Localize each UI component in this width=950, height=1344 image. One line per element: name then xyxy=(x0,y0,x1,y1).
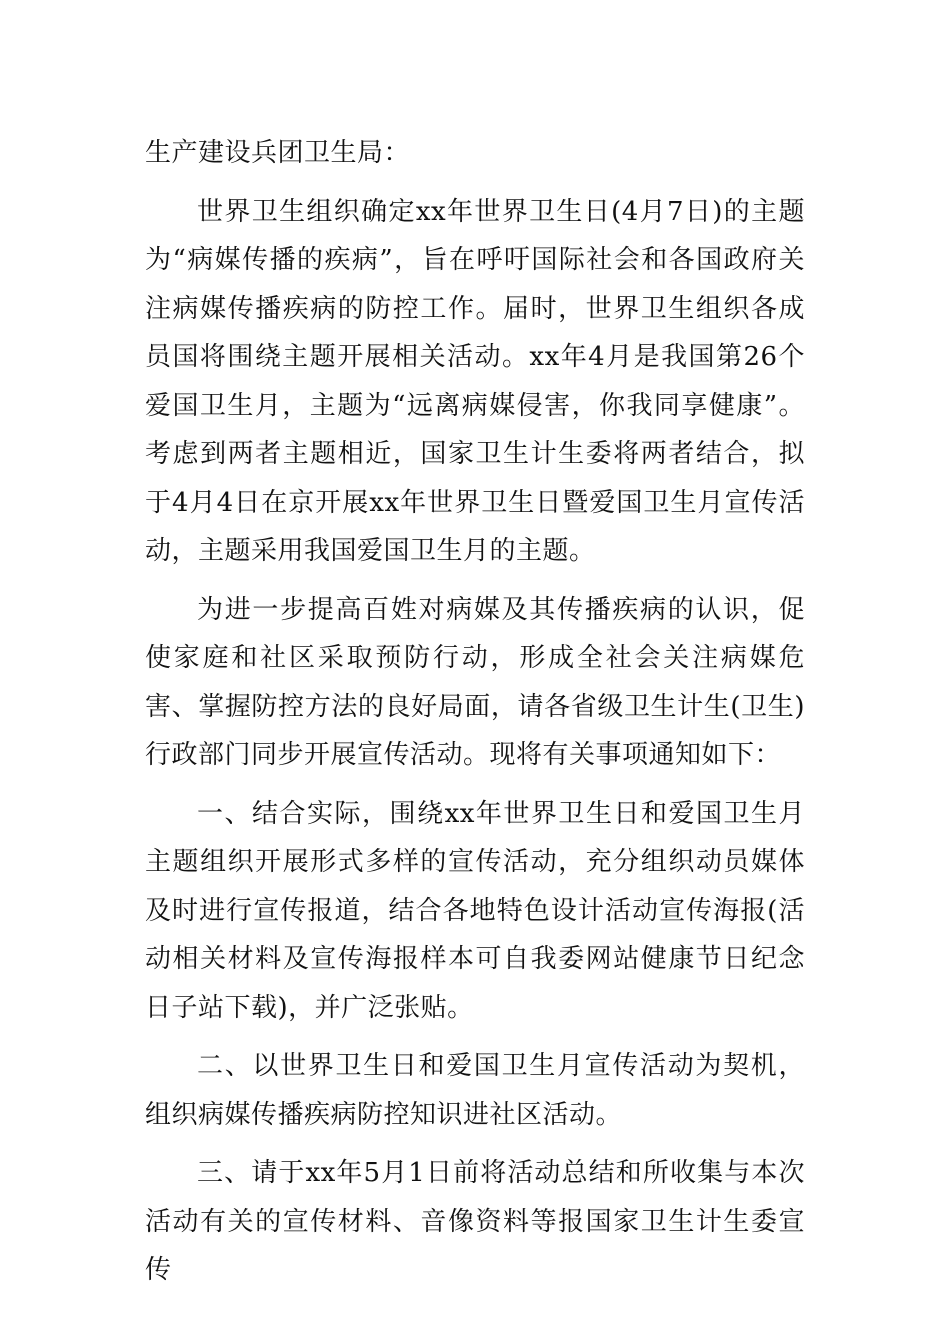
paragraph-2: 为进一步提高百姓对病媒及其传播疾病的认识，促使家庭和社区采取预防行动，形成全社会关注病媒危害、掌握防控方法的良好局面，请各省级卫生计生(卫生)行政部门同步开展宣传活动。现将有关事项通知如下： xyxy=(145,594,805,770)
document-body xyxy=(145,129,805,1305)
paragraph-5: 三、请于xx年5月1日前将活动总结和所收集与本次活动有关的宣传材料、音像资料等报国家卫生计生委宣传 xyxy=(145,1158,805,1285)
paragraph-3: 一、结合实际，围绕xx年世界卫生日和爱国卫生月主题组织开展形式多样的宣传活动，充分组织动员媒体及时进行宣传报道，结合各地特色设计活动宣传海报(活动相关材料及宣传海报样本可自我委网站健康节日纪念日子站下载)，并广泛张贴。 xyxy=(145,798,805,1023)
paragraph-4: 二、以世界卫生日和爱国卫生月宣传活动为契机，组织病媒传播疾病防控知识进社区活动。 xyxy=(145,1051,805,1130)
salutation: 生产建设兵团卫生局： xyxy=(145,138,411,168)
paragraph-1: 世界卫生组织确定xx年世界卫生日(4月7日)的主题为“病媒传播的疾病”，旨在呼吁国际社会和各国政府关注病媒传播疾病的防控工作。届时，世界卫生组织各成员国将围绕主题开展相关活动。xx年4月是我国第26个爱国卫生月，主题为“远离病媒侵害，你我同享健康”。考虑到两者主题相近，国家卫生计生委将两者结合，拟于4月4日在京开展xx年世界卫生日暨爱国卫生月宣传活动，主题采用我国爱国卫生月的主题。 xyxy=(145,196,805,566)
